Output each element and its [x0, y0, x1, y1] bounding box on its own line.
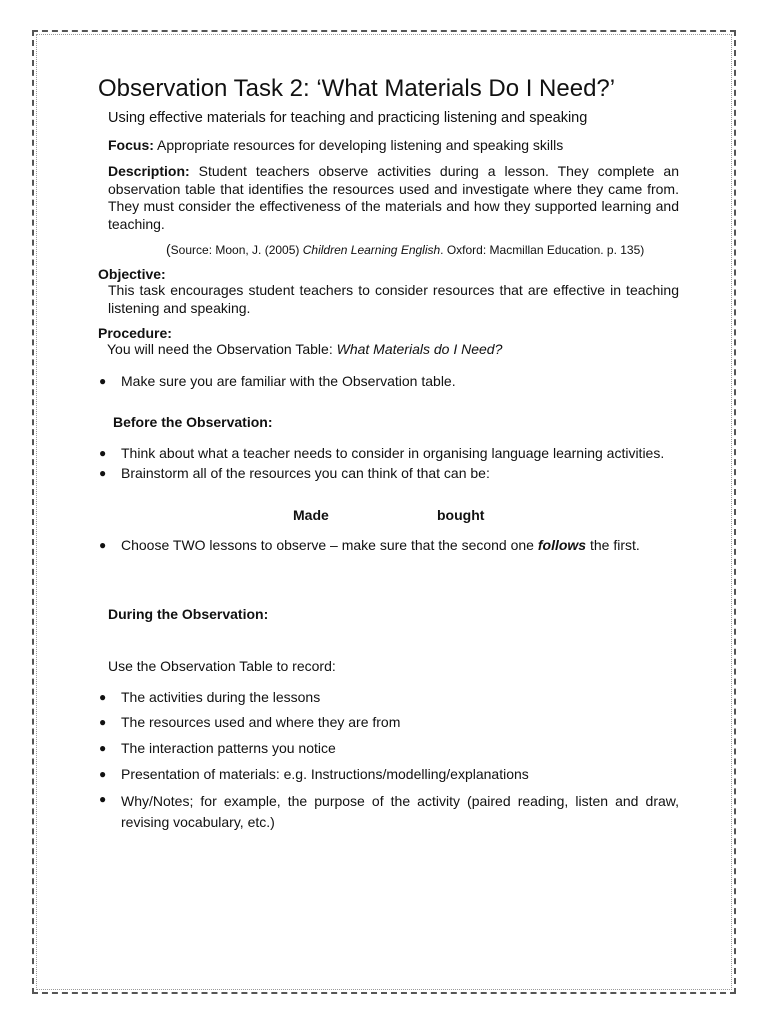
focus-label: Focus: [108, 137, 154, 153]
description-label: Description: [108, 163, 190, 179]
objective-heading: Objective: [98, 266, 166, 282]
procedure-intro-text: You will need the Observation Table: [107, 341, 337, 357]
page-title: Observation Task 2: ‘What Materials Do I Need?’ [98, 75, 616, 102]
during-bullet: The activities during the lessons [121, 689, 321, 705]
objective-text: This task encourages student teachers to consider resources that are effective in teaching listening and speaking. [108, 282, 679, 316]
focus-line [108, 137, 563, 154]
source-book-title: Children Learning English [302, 243, 441, 257]
choose-suffix: the first. [586, 537, 640, 553]
before-bullet: Brainstorm all of the resources you can think of that can be: [121, 465, 490, 481]
procedure-heading: Procedure: [98, 325, 172, 341]
during-heading: During the Observation: [108, 606, 269, 622]
before-bullet: Think about what a teacher needs to consider in organising language learning activities. [121, 445, 665, 461]
bullet-marker: ● [99, 374, 107, 388]
source-prefix: Source: Moon, J. (2005) [170, 243, 303, 257]
bullet-marker: ● [99, 446, 107, 460]
bought-label: bought [437, 507, 485, 523]
bullet-marker: ● [99, 792, 107, 806]
bullet-marker: ● [99, 741, 107, 755]
source-open-paren: ( [166, 241, 171, 257]
choose-prefix: Choose TWO lessons to observe – make sure that the second one [121, 537, 538, 553]
made-label: Made [293, 507, 329, 523]
procedure-intro [107, 341, 502, 358]
before-heading: Before the Observation: [113, 414, 273, 430]
bullet-marker: ● [99, 538, 107, 552]
procedure-table-name: What Materials do I Need? [336, 341, 503, 357]
bullet-marker: ● [99, 690, 107, 704]
focus-text: Appropriate resources for developing listening and speaking skills [153, 137, 564, 153]
during-intro: Use the Observation Table to record: [108, 658, 336, 674]
source-suffix: . Oxford: Macmillan Education. p. 135) [440, 243, 645, 257]
procedure-bullet: Make sure you are familiar with the Observation table. [121, 373, 456, 389]
choose-lessons-bullet [121, 537, 640, 554]
bullet-marker: ● [99, 767, 107, 781]
during-bullet: The interaction patterns you notice [121, 740, 336, 756]
choose-emphasis: follows [537, 537, 587, 553]
during-bullet: Presentation of materials: e.g. Instructions/modelling/explanations [121, 766, 529, 782]
bullet-marker: ● [99, 466, 107, 480]
source-citation [166, 241, 644, 259]
description-paragraph [108, 163, 679, 233]
bullet-marker: ● [99, 715, 107, 729]
subtitle: Using effective materials for teaching and practicing listening and speaking [108, 110, 588, 126]
description-text: Student teachers observe activities during a lesson. They complete an observation table that identifies the resources used and investigate where they came from. They must consider the effectiveness of the materials and how they supported learning and teaching. [108, 163, 679, 232]
during-bullet: The resources used and where they are from [121, 714, 401, 730]
during-bullet-why-notes: Why/Notes; for example, the purpose of the activity (paired reading, listen and draw, revising vocabulary, etc.) [121, 793, 679, 830]
